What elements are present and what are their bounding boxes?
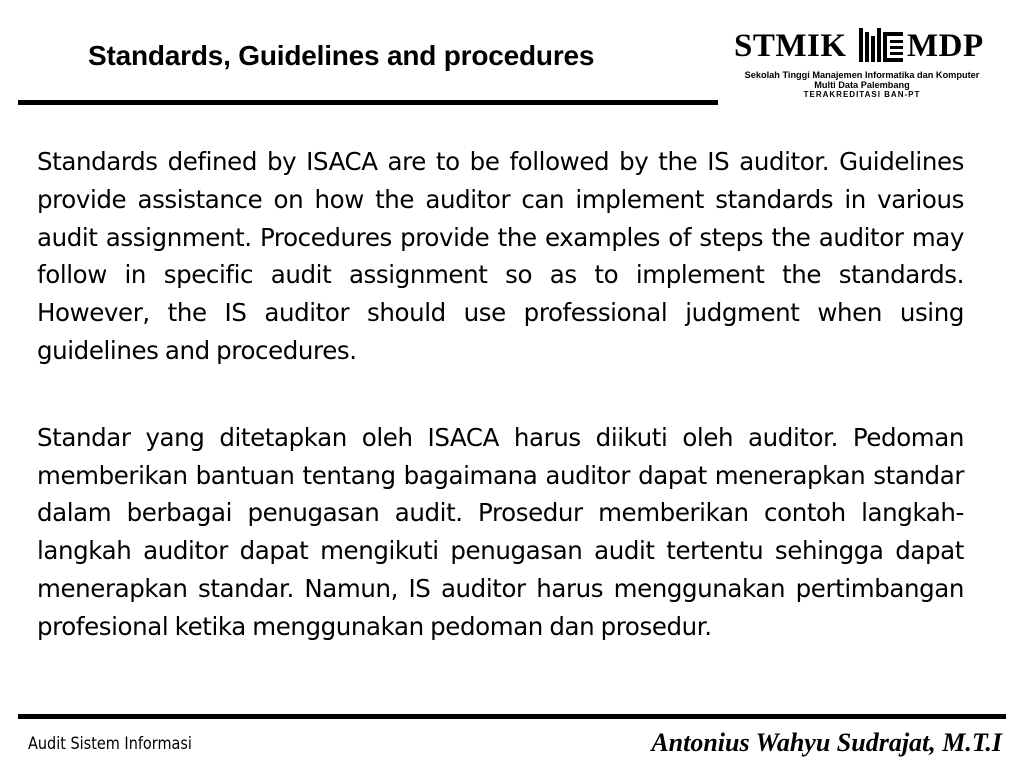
paragraph-english: Standards defined by ISACA are to be followed by the IS auditor. Guidelines provide assistance on how the auditor can implement standards in various audit assignment. Procedures provide the examples of steps the auditor may follow in specific audit assignment so as to implement the standards. However, the IS auditor should use professional judgment when using guidelines and procedures. <box>37 147 964 365</box>
footer-author: Antonius Wahyu Sudrajat, M.T.I <box>651 728 1002 757</box>
institution-logo <box>732 28 992 108</box>
footer-divider <box>18 714 1006 719</box>
slide-body <box>37 143 964 646</box>
logo-left-text: STMIK <box>734 28 847 64</box>
slide-title: Standards, Guidelines and procedures <box>88 40 595 71</box>
paragraph-indonesian: Standar yang ditetapkan oleh ISACA harus diikuti oleh auditor. Pedoman memberikan bantuan tentang bagaimana auditor dapat menerapkan standar dalam berbagai penugasan audit. Prosedur memberikan contoh langkah-langkah auditor dapat mengikuti penugasan audit tertentu sehingga dapat menerapkan standar. Namun, IS auditor harus menggunakan pertimbangan profesional ketika menggunakan pedoman dan prosedur. <box>37 422 964 641</box>
logo-institution-name: Sekolah Tinggi Manajemen Informatika dan Komputer <box>744 70 980 80</box>
title-divider <box>18 100 718 105</box>
logo-institution-subname: Multi Data Palembang <box>814 80 910 90</box>
logo-right-text: MDP <box>907 28 984 64</box>
footer-course-name: Audit Sistem Informasi <box>28 734 192 754</box>
logo-wordmark <box>732 28 992 68</box>
book-pillars-icon <box>856 26 906 66</box>
logo-accreditation: TERAKREDITASI BAN-PT <box>803 90 921 99</box>
